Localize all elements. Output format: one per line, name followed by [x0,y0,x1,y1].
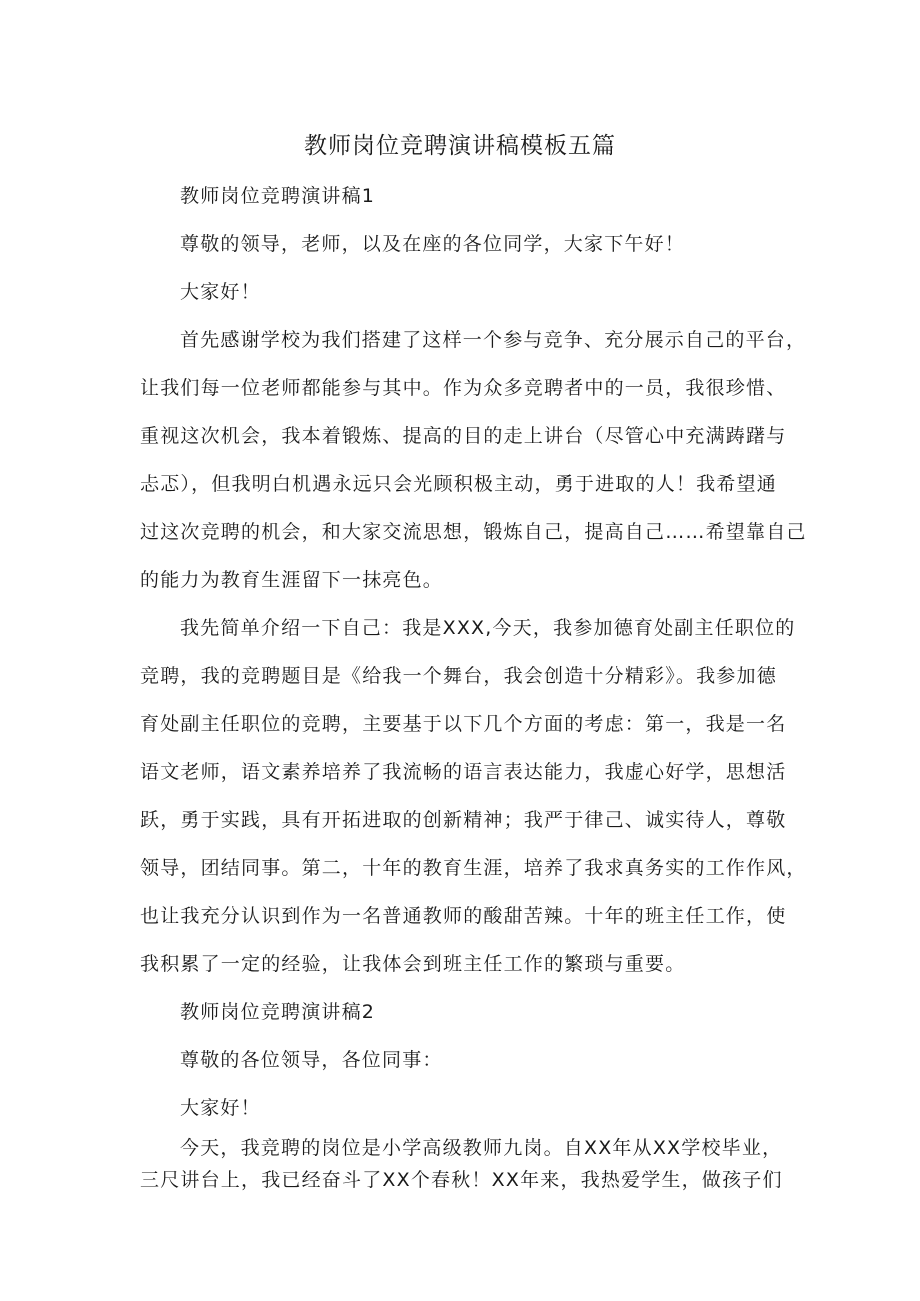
paragraph-line: 也让我充分认识到作为一名普通教师的酸甜苦辣。十年的班主任工作，使 [140,905,787,927]
paragraph-line: 的能力为教育生涯留下一抹亮色。 [140,569,444,591]
section-heading: 教师岗位竞聘演讲稿2 [180,1001,376,1023]
document-body [140,172,807,1196]
paragraph-line: 今天，我竞聘的岗位是小学高级教师九岗。自XX年从XX学校毕业， [180,1137,783,1159]
greeting-line: 尊敬的领导，老师，以及在座的各位同学，大家下午好！ [180,233,686,255]
greeting-line: 尊敬的各位领导，各位同事： [180,1049,443,1071]
paragraph-line: 我先简单介绍一下自己：我是XXX,今天，我参加德育处副主任职位的 [180,617,796,639]
paragraph-line: 首先感谢学校为我们搭建了这样一个参与竞争、充分展示自己的平台， [180,329,807,351]
paragraph-line: 语文老师，语文素养培养了我流畅的语言表达能力，我虚心好学，思想活 [140,761,787,783]
paragraph-line: 育处副主任职位的竞聘，主要基于以下几个方面的考虑：第一，我是一名 [140,713,787,735]
hello-line: 大家好！ [180,1097,261,1119]
document-title: 教师岗位竞聘演讲稿模板五篇 [304,133,616,159]
paragraph-line: 我积累了一定的经验，让我体会到班主任工作的繁琐与重要。 [140,953,686,975]
section-heading: 教师岗位竞聘演讲稿1 [180,185,376,207]
paragraph-line: 重视这次机会，我本着锻炼、提高的目的走上讲台（尽管心中充满踌躇与 [140,425,787,447]
hello-line: 大家好！ [180,281,261,303]
paragraph-line: 竞聘，我的竞聘题目是《给我一个舞台，我会创造十分精彩》。我参加德 [140,665,777,687]
paragraph-line: 跃，勇于实践，具有开拓进取的创新精神；我严于律己、诚实待人，尊敬 [140,809,787,831]
paragraph-line: 忐忑），但我明白机遇永远只会光顾积极主动，勇于进取的人！我希望通 [140,473,777,495]
paragraph-line: 领导，团结同事。第二，十年的教育生涯，培养了我求真务实的工作作风， [140,857,807,879]
paragraph-line: 过这次竞聘的机会，和大家交流思想，锻炼自己，提高自己……希望靠自己 [140,521,807,543]
paragraph-line: 三尺讲台上，我已经奋斗了XX个春秋！XX年来，我热爱学生，做孩子们 [140,1169,783,1191]
paragraph-line: 让我们每一位老师都能参与其中。作为众多竞聘者中的一员，我很珍惜、 [140,377,787,399]
